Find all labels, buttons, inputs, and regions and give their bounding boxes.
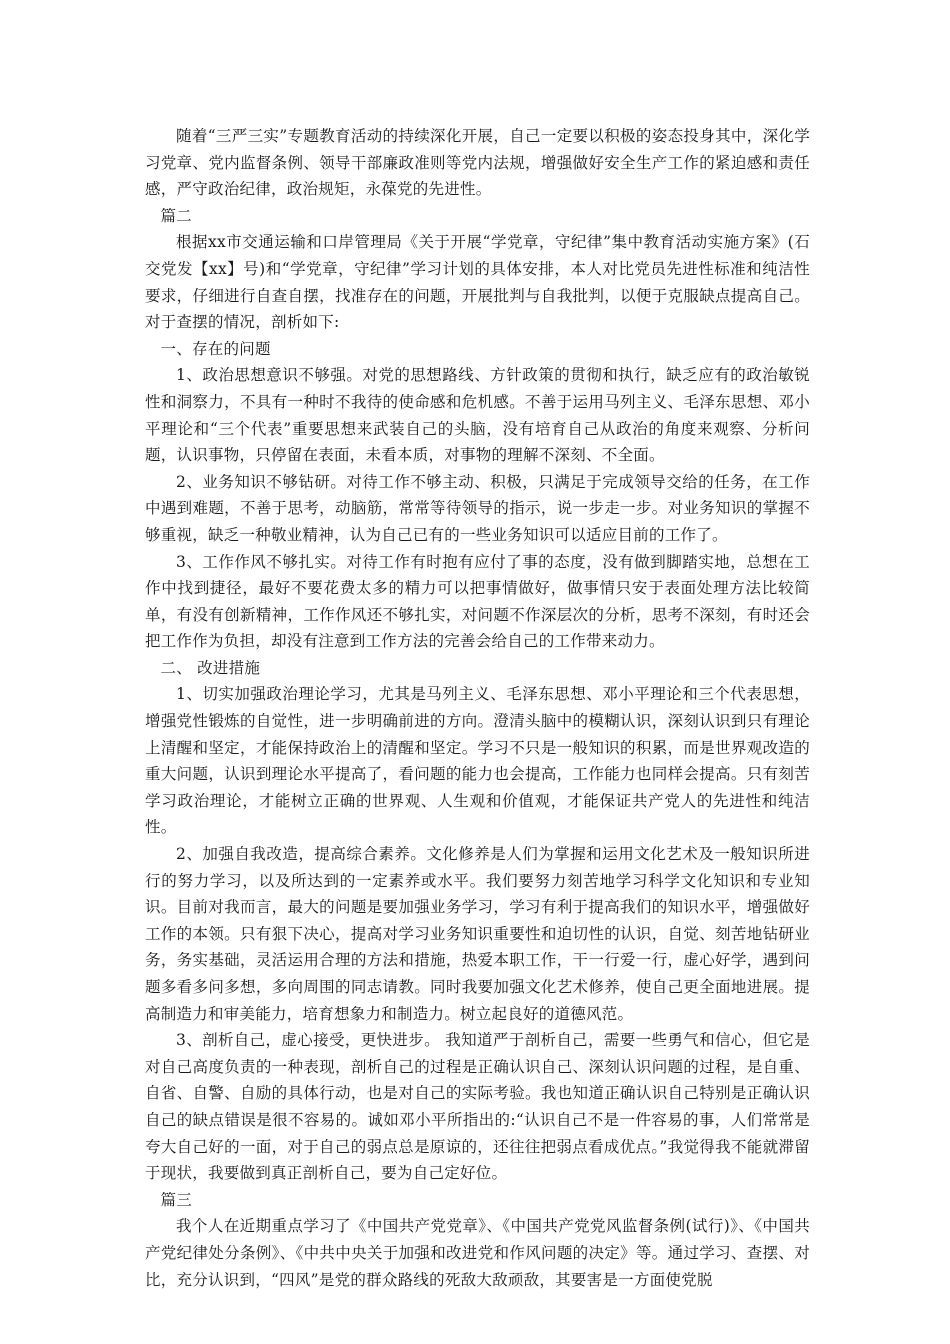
paragraph: 1、切实加强政治理论学习，尤其是马列主义、毛泽东思想、邓小平理论和三个代表思想，增强党性锻炼的自觉性，进一步明确前进的方向。澄清头脑中的模糊认识，深刻认识到只有理论上清醒和坚定，才能保持政治上的清醒和坚定。学习不只是一般知识的积累，而是世界观改造的重大问题，认识到理论水平提高了，看问题的能力也会提高，工作能力也同样会提高。只有刻苦学习政治理论，才能树立正确的世界观、人生观和价值观，才能保证共产党人的先进性和纯洁性。 bbox=[145, 685, 810, 837]
paragraph: 2、加强自我改造，提高综合素养。文化修养是人们为掌握和运用文化艺术及一般知识所进行的努力学习，以及所达到的一定素养或水平。我们要努力刻苦地学习科学文化知识和专业知识。目前对我而言，最大的问题是要加强业务学习，学习有利于提高我们的知识水平，增强做好工作的本领。只有狠下决心，提高对学习业务知识重要性和迫切性的认识，自觉、刻苦地钻研业务，务实基础，灵活运用合理的方法和措施，热爱本职工作，干一行爱一行，虚心好学，遇到问题多看多问多想，多向周围的同志请教。同时我要加强文化艺术修养，使自己更全面地进展。提高制造力和审美能力，培育想象力和制造力。树立起良好的道德风范。 bbox=[145, 845, 810, 1023]
paragraph: 2、业务知识不够钻研。对待工作不够主动、积极，只满足于完成领导交给的任务，在工作中遇到难题，不善于思考，动脑筋，常常等待领导的指示，说一步走一步。对业务知识的掌握不够重视，缺乏一种敬业精神，认为自己已有的一些业务知识可以适应目前的工作了。 bbox=[145, 472, 810, 544]
section-heading: 篇二 bbox=[160, 206, 193, 225]
paragraph: 3、工作作风不够扎实。对待工作有时抱有应付了事的态度，没有做到脚踏实地，总想在工作中找到捷径，最好不要花费太多的精力可以把事情做好，做事情只安于表面处理方法比较简单，有没有创新精神，工作作风还不够扎实，对问题不作深层次的分析，思考不深刻，有时还会把工作作为负担，却没有注意到工作方法的完善会给自己的工作带来动力。 bbox=[145, 552, 810, 651]
paragraph: 随着“三严三实”专题教育活动的持续深化开展，自己一定要以积极的姿态投身其中，深化学习党章、党内监督条例、领导干部廉政准则等党内法规，增强做好安全生产工作的紧迫感和责任感，严守政治纪律，政治规矩，永葆党的先进性。 bbox=[145, 127, 810, 199]
paragraph: 根据xx市交通运输和口岸管理局《关于开展“学党章，守纪律”集中教育活动实施方案》(石交党发【xx】号)和“学党章，守纪律”学习计划的具体安排，本人对比党员先进性标准和纯洁性要求，仔细进行自查自摆，找准存在的问题，开展批判与自我批判，以便于克服缺点提高自己。对于查摆的情况，剖析如下: bbox=[145, 233, 810, 332]
paragraph: 我个人在近期重点学习了《中国共产党党章》、《中国共产党党风监督条例(试行)》、《中国共产党纪律处分条例》、《中共中央关于加强和改进党和作风问题的决定》等。通过学习、查摆、对比，充分认识到，“四风”是党的群众路线的死敌大敌顽敌，其要害是一方面使党脱 bbox=[145, 1217, 810, 1289]
paragraph: 3、剖析自己，虚心接受，更快进步。 我知道严于剖析自己，需要一些勇气和信心，但它是对自己高度负责的一种表现，剖析自己的过程是正确认识自己、深刻认识问题的过程，是自重、自省、自警、自励的具体行动，也是对自己的实际考验。我也知道正确认识自己特别是正确认识自己的缺点错误是很不容易的。诚如邓小平所指出的:“认识自己不是一件容易的事，人们常常是夸大自己好的一面，对于自己的弱点总是原谅的，还往往把弱点看成优点。”我觉得我不能就滞留于现状，我要做到真正剖析自己，要为自己定好位。 bbox=[145, 1031, 810, 1183]
section-heading: 篇三 bbox=[160, 1190, 193, 1209]
paragraph: 1、政治思想意识不够强。对党的思想路线、方针政策的贯彻和执行，缺乏应有的政治敏锐性和洞察力，不具有一种时不我待的使命感和危机感。不善于运用马列主义、毛泽东思想、邓小平理论和“三个代表”重要思想来武装自己的头脑，没有培育自己从政治的角度来观察、分析问题，认识事物，只停留在表面，未看本质，对事物的理解不深刻、不全面。 bbox=[145, 366, 810, 465]
section-heading: 一、存在的问题 bbox=[160, 339, 271, 358]
document-body bbox=[145, 123, 810, 1293]
section-heading: 二、 改进措施 bbox=[160, 658, 261, 677]
